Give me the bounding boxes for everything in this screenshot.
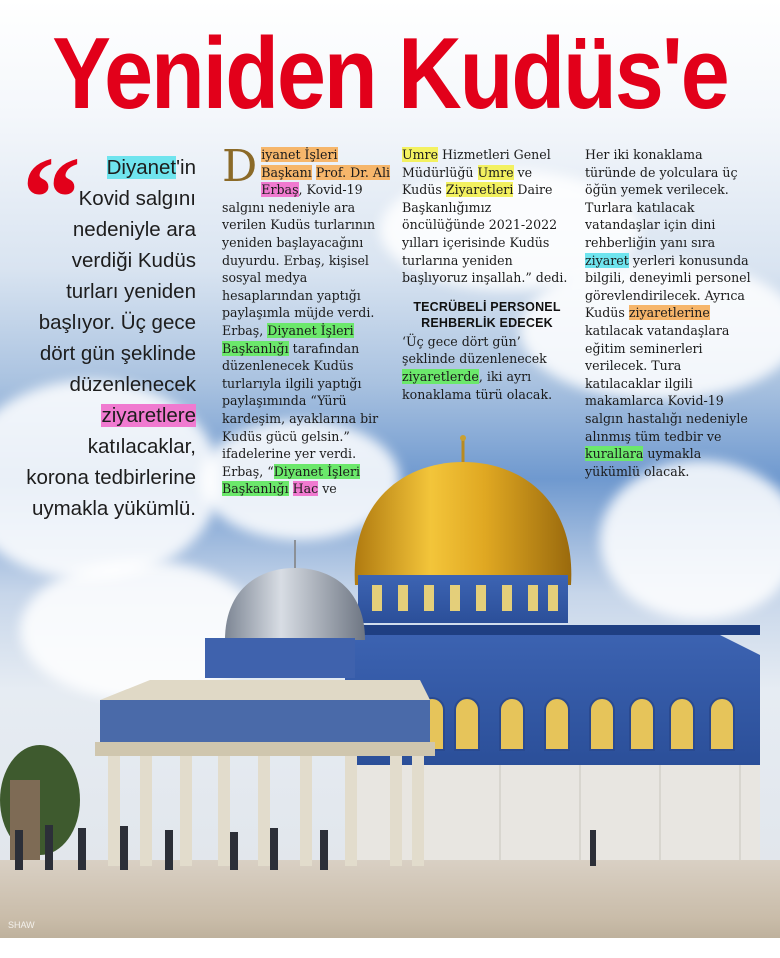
text-run: ve xyxy=(318,481,337,497)
highlighted-term: Hac xyxy=(292,481,319,497)
dropcap: D xyxy=(222,141,258,192)
article-column-3 xyxy=(585,146,755,480)
text-run: katılacak vatandaşlara eğitim seminerleri verilecek. Tura katılacaklar ilgili makamlarca Kovid-19 salgın hastalığı nedeniyle alınmış tüm tedbir ve xyxy=(585,322,748,444)
highlighted-term: Erbaş xyxy=(261,182,299,198)
photo-credit: SHAW xyxy=(8,920,35,930)
text-run: katılacaklar, korona tedbirlerine uymakla yükümlü. xyxy=(26,435,196,520)
quote-icon: “ xyxy=(22,132,81,263)
highlighted-term: ziyaretlerde xyxy=(402,368,479,384)
highlighted-term: iyanet İşleri xyxy=(261,147,338,162)
highlighted-term: Diyanet xyxy=(106,156,177,179)
text-run: uymakla yükümlü olacak. xyxy=(585,446,702,479)
article-column-1 xyxy=(222,141,392,498)
text-run: 'in Kovid salgını nedeniyle ara verdiği Kudüs turları yeniden başlıyor. Üç gece dört gün şeklinde düzenlenecek xyxy=(38,156,196,396)
highlighted-term: kurallara xyxy=(585,446,644,462)
text-run: , iki ayrı konaklama türü olacak. xyxy=(402,368,553,402)
highlighted-term: Ziyaretleri xyxy=(445,182,514,198)
text-run: , Kovid-19 salgını nedeniyle ara verilen Kudüs turlarının yeniden başlayacağını duyurdu. Erbaş, kişisel sosyal medya hesaplarından yaptığı paylaşımla müjde verdi. Erbaş, xyxy=(222,182,376,338)
highlighted-term: Umre xyxy=(402,147,439,162)
subheading: TECRÜBELİ PERSONEL REHBERLİK EDECEK xyxy=(413,299,561,330)
text-run: ve Kudüs xyxy=(402,164,533,198)
text-run: ‘Üç gece dört gün’ şeklinde düzenlenecek xyxy=(402,333,547,367)
article-column-2 xyxy=(402,146,572,403)
text-run: Daire Başkanlığımız öncülüğünde 2021-2022 yılları içerisinde Kudüs turlarına yeniden başlıyoruz inşallah.” dedi. xyxy=(402,182,568,286)
text-run: tarafından düzenlenecek Kudüs turlarıyla ilgili yaptığı paylaşımında “Yürü kardeşim, ayaklarına bir Kudüs gücü gelsin.” ifadelerine yer verdi. Erbaş, “ xyxy=(222,340,379,479)
highlighted-term: Diyanet İşleri Başkanlığı xyxy=(222,463,361,497)
highlighted-term: Başkanı xyxy=(261,164,312,180)
lead-paragraph xyxy=(24,152,196,524)
headline: Yeniden Kudüs'e xyxy=(52,16,728,130)
highlighted-term: ziyaret xyxy=(585,252,629,268)
highlighted-term: ziyaretlere xyxy=(101,404,196,427)
text-run: Her iki konaklama türünde de yolculara üç öğün yemek verilecek. Turlara katılacak vatandaşlar için dini rehberliğin yanı sıra xyxy=(585,147,738,250)
text-run: Hizmetleri Genel Müdürlüğü xyxy=(402,147,551,180)
highlighted-term: Umre xyxy=(477,164,514,180)
text-run: yerleri konusunda bilgili, deneyimli personel görevlendirilecek. Ayrıca Kudüs xyxy=(585,252,751,321)
highlighted-term: Prof. Dr. Ali xyxy=(315,164,390,180)
highlighted-term: Diyanet İşleri Başkanlığı xyxy=(222,322,354,356)
highlighted-term: ziyaretlerine xyxy=(628,305,710,321)
